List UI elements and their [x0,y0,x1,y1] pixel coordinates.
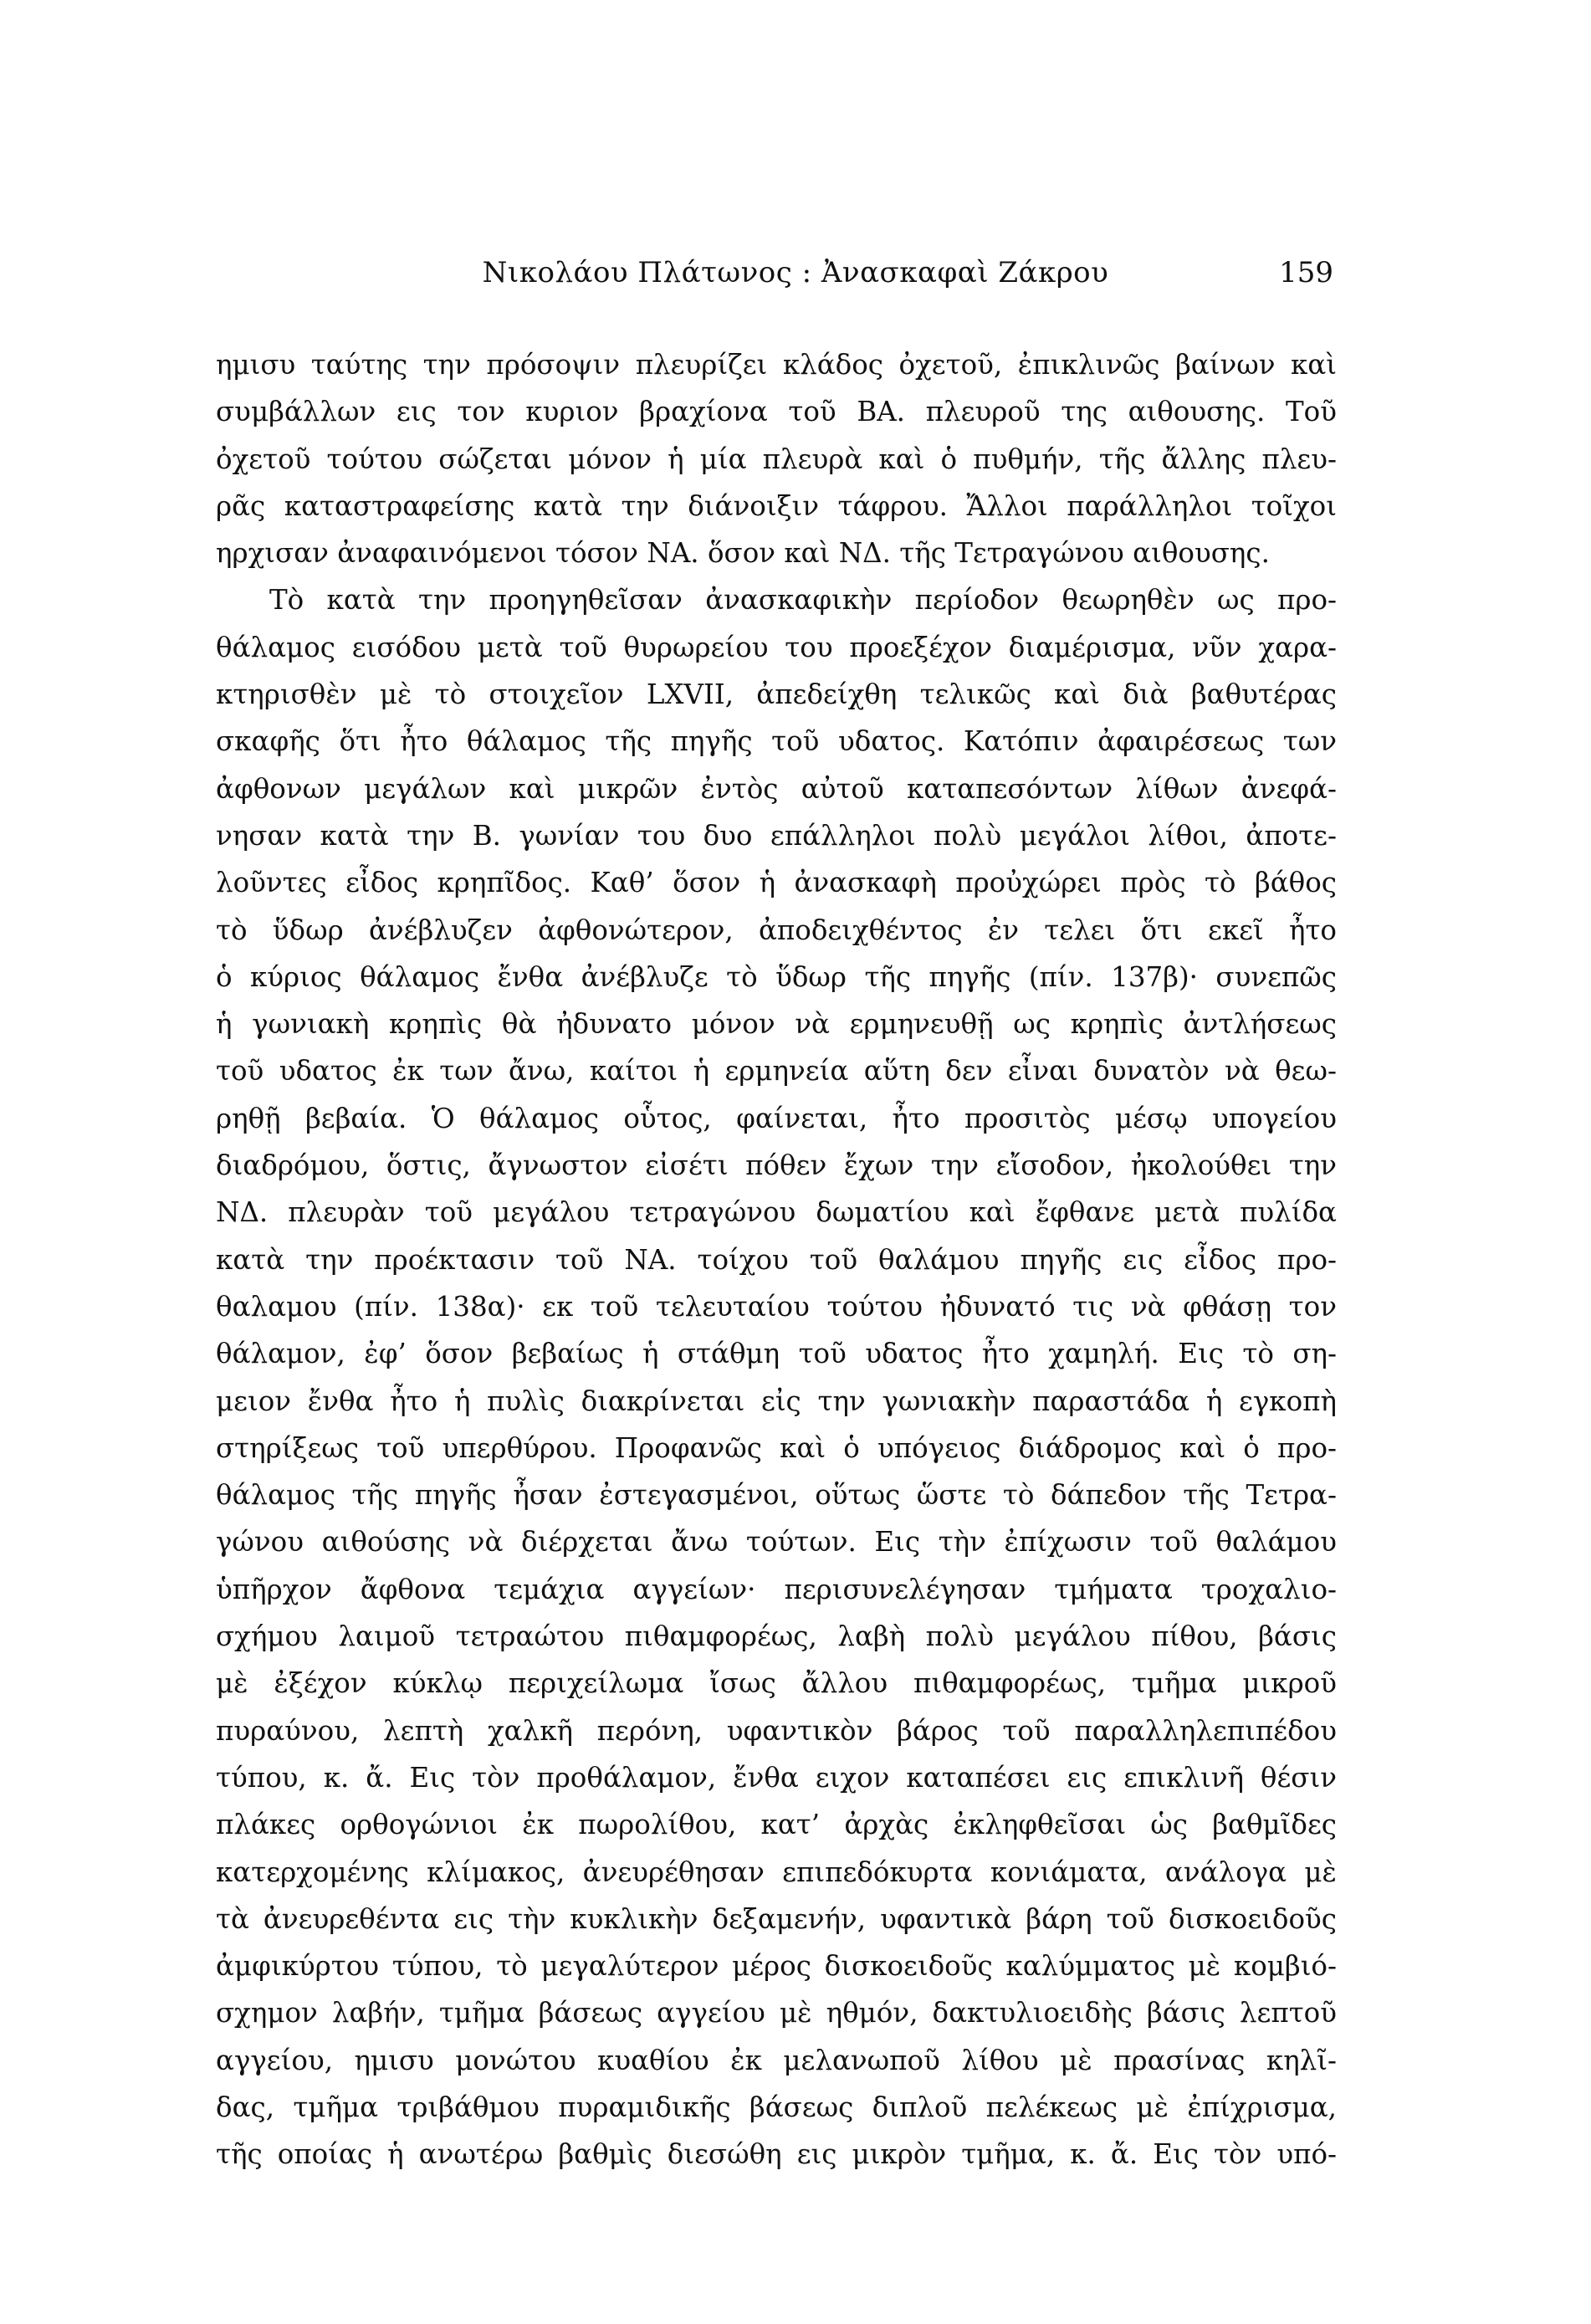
text-line: ὁ κύριος θάλαμος ἔνθα ἀνέβλυζε τὸ ὕδωρ τῆς πηγῆς (πίν. 137β)· συνεπῶς [216,960,1337,993]
text-line: θάλαμος εισόδου μετὰ τοῦ θυρωρείου του προεξέχον διαμέρισμα, νῦν χαρα- [216,631,1337,663]
text-line: μειον ἔνθα ἦτο ἡ πυλὶς διακρίνεται εἰς την γωνιακὴν παραστάδα ἡ εγκοπὴ [216,1385,1337,1417]
text-line: ημισυ ταύτης την πρόσοψιν πλευρίζει κλάδος ὀχετοῦ, ἐπικλινῶς βαίνων καὶ [216,349,1337,381]
text-line: ἀφθονων μεγάλων καὶ μικρῶν ἐντὸς αὐτοῦ καταπεσόντων λίθων ἀνεφά- [216,772,1337,805]
text-line: ἡ γωνιακὴ κρηπὶς θὰ ἠδυνατο μόνον νὰ ερμηνευθῇ ως κρηπὶς ἀντλήσεως [216,1008,1337,1041]
text-line: νησαν κατὰ την Β. γωνίαν του δυο επάλληλοι πολὺ μεγάλοι λίθοι, ἀποτε- [216,819,1337,852]
text-line: ἀμφικύρτου τύπου, τὸ μεγαλύτερον μέρος δισκοειδοῦς καλύμματος μὲ κομβιό- [216,1950,1337,1983]
text-line: κατερχομένης κλίμακος, ἀνευρέθησαν επιπεδόκυρτα κονιάματα, ανάλογα μὲ [216,1856,1337,1888]
text-line: τοῦ υδατος ἐκ των ἄνω, καίτοι ἡ ερμηνεία αὕτη δεν εἶναι δυνατὸν νὰ θεω- [216,1055,1337,1088]
text-line: σκαφῆς ὅτι ἦτο θάλαμος τῆς πηγῆς τοῦ υδατος. Κατόπιν ἀφαιρέσεως των [216,725,1337,758]
text-line: τὸ ὕδωρ ἀνέβλυζεν ἀφθονώτερον, ἀποδειχθέντος ἐν τελει ὅτι εκεῖ ἦτο [216,914,1337,946]
text-line: Τὸ κατὰ την προηγηθεῖσαν ἀνασκαφικὴν περίοδον θεωρηθὲν ως προ- [269,584,1337,617]
text-line: σχήμου λαιμοῦ τετραώτου πιθαμφορέως, λαβὴ πολὺ μεγάλου πίθου, βάσις [216,1620,1337,1653]
text-line: κατὰ την προέκτασιν τοῦ ΝΑ. τοίχου τοῦ θαλάμου πηγῆς εις εἶδος προ- [216,1243,1337,1276]
text-line: γώνου αιθούσης νὰ διέρχεται ἄνω τούτων. Εις τὴν ἐπίχωσιν τοῦ θαλάμου [216,1526,1337,1559]
text-line: μὲ ἐξέχον κύκλῳ περιχείλωμα ἴσως ἄλλου πιθαμφορέως, τμῆμα μικροῦ [216,1667,1337,1700]
text-line: θαλαμου (πίν. 138α)· εκ τοῦ τελευταίου τούτου ἠδυνατό τις νὰ φθάσῃ τον [216,1290,1337,1323]
text-line: διαδρόμου, ὅστις, ἄγνωστον εἰσέτι πόθεν ἔχων την εἴσοδον, ἠκολούθει την [216,1149,1337,1182]
text-line: συμβάλλων εις τον κυριον βραχίονα τοῦ ΒΑ. πλευροῦ της αιθουσης. Τοῦ [216,396,1337,428]
text-line: σχημον λαβήν, τμῆμα βάσεως αγγείου μὲ ηθμόν, δακτυλιοειδὴς βάσις λεπτοῦ [216,1997,1337,2030]
text-line: πυραύνου, λεπτὴ χαλκῆ περόνη, υφαντικὸν βάρος τοῦ παραλληλεπιπέδου [216,1714,1337,1747]
text-line: ὀχετοῦ τούτου σώζεται μόνον ἡ μία πλευρὰ καὶ ὁ πυθμήν, τῆς ἄλλης πλευ- [216,443,1337,475]
running-header [0,256,1591,306]
text-line: λοῦντες εἶδος κρηπῖδος. Καθ’ ὅσον ἡ ἀνασκαφὴ προὐχώρει πρὸς τὸ βάθος [216,867,1337,899]
text-line: δας, τμῆμα τριβάθμου πυραμιδικῆς βάσεως διπλοῦ πελέκεως μὲ ἐπίχρισμα, [216,2091,1337,2123]
text-line: τύπου, κ. ἄ. Εις τὸν προθάλαμον, ἔνθα ειχον καταπέσει εις επικλινῆ θέσιν [216,1761,1337,1794]
text-line: θάλαμον, ἐφ’ ὅσον βεβαίως ἡ στάθμη τοῦ υδατος ἦτο χαμηλή. Εις τὸ ση- [216,1338,1337,1370]
text-line: αγγείου, ημισυ μονώτου κυαθίου ἐκ μελανωποῦ λίθου μὲ πρασίνας κηλῖ- [216,2044,1337,2076]
text-line: πλάκες ορθογώνιοι ἐκ πωρολίθου, κατ’ ἀρχὰς ἐκληφθεῖσαι ὡς βαθμῖδες [216,1809,1337,1841]
text-line: στηρίξεως τοῦ υπερθύρου. Προφανῶς καὶ ὁ υπόγειος διάδρομος καὶ ὁ προ- [216,1431,1337,1464]
text-line: ΝΔ. πλευρὰν τοῦ μεγάλου τετραγώνου δωματίου καὶ ἔφθανε μετὰ πυλίδα [216,1196,1337,1229]
text-line: ρᾶς καταστραφείσης κατὰ την διάνοιξιν τάφρου. Ἄλλοι παράλληλοι τοῖχοι [216,489,1337,522]
text-line: τῆς οποίας ἡ ανωτέρω βαθμὶς διεσώθη εις μικρὸν τμῆμα, κ. ἄ. Εις τὸν υπό- [216,2138,1337,2171]
page-number: 159 [1279,256,1333,289]
text-line: τὰ ἀνευρεθέντα εις τὴν κυκλικὴν δεξαμενήν, υφαντικὰ βάρη τοῦ δισκοειδοῦς [216,1902,1337,1935]
body-text [216,341,1337,2178]
text-line: θάλαμος τῆς πηγῆς ἦσαν ἐστεγασμένοι, οὕτως ὥστε τὸ δάπεδον τῆς Τετρα- [216,1479,1337,1512]
text-line: ὑπῆρχον ἄφθονα τεμάχια αγγείων· περισυνελέγησαν τμήματα τροχαλιο- [216,1573,1337,1605]
text-line: ηρχισαν ἀναφαινόμενοι τόσον ΝΑ. ὅσον καὶ ΝΔ. τῆς Τετραγώνου αιθουσης. [216,537,1270,570]
running-title: Νικολάου Πλάτωνος : Ἀνασκαφαὶ Ζάκρου [482,256,1109,289]
text-line: ρηθῇ βεβαία. Ὁ θάλαμος οὗτος, φαίνεται, ἦτο προσιτὸς μέσῳ υπογείου [216,1102,1337,1134]
text-line: κτηρισθὲν μὲ τὸ στοιχεῖον LXVII, ἀπεδείχθη τελικῶς καὶ διὰ βαθυτέρας [216,678,1337,711]
